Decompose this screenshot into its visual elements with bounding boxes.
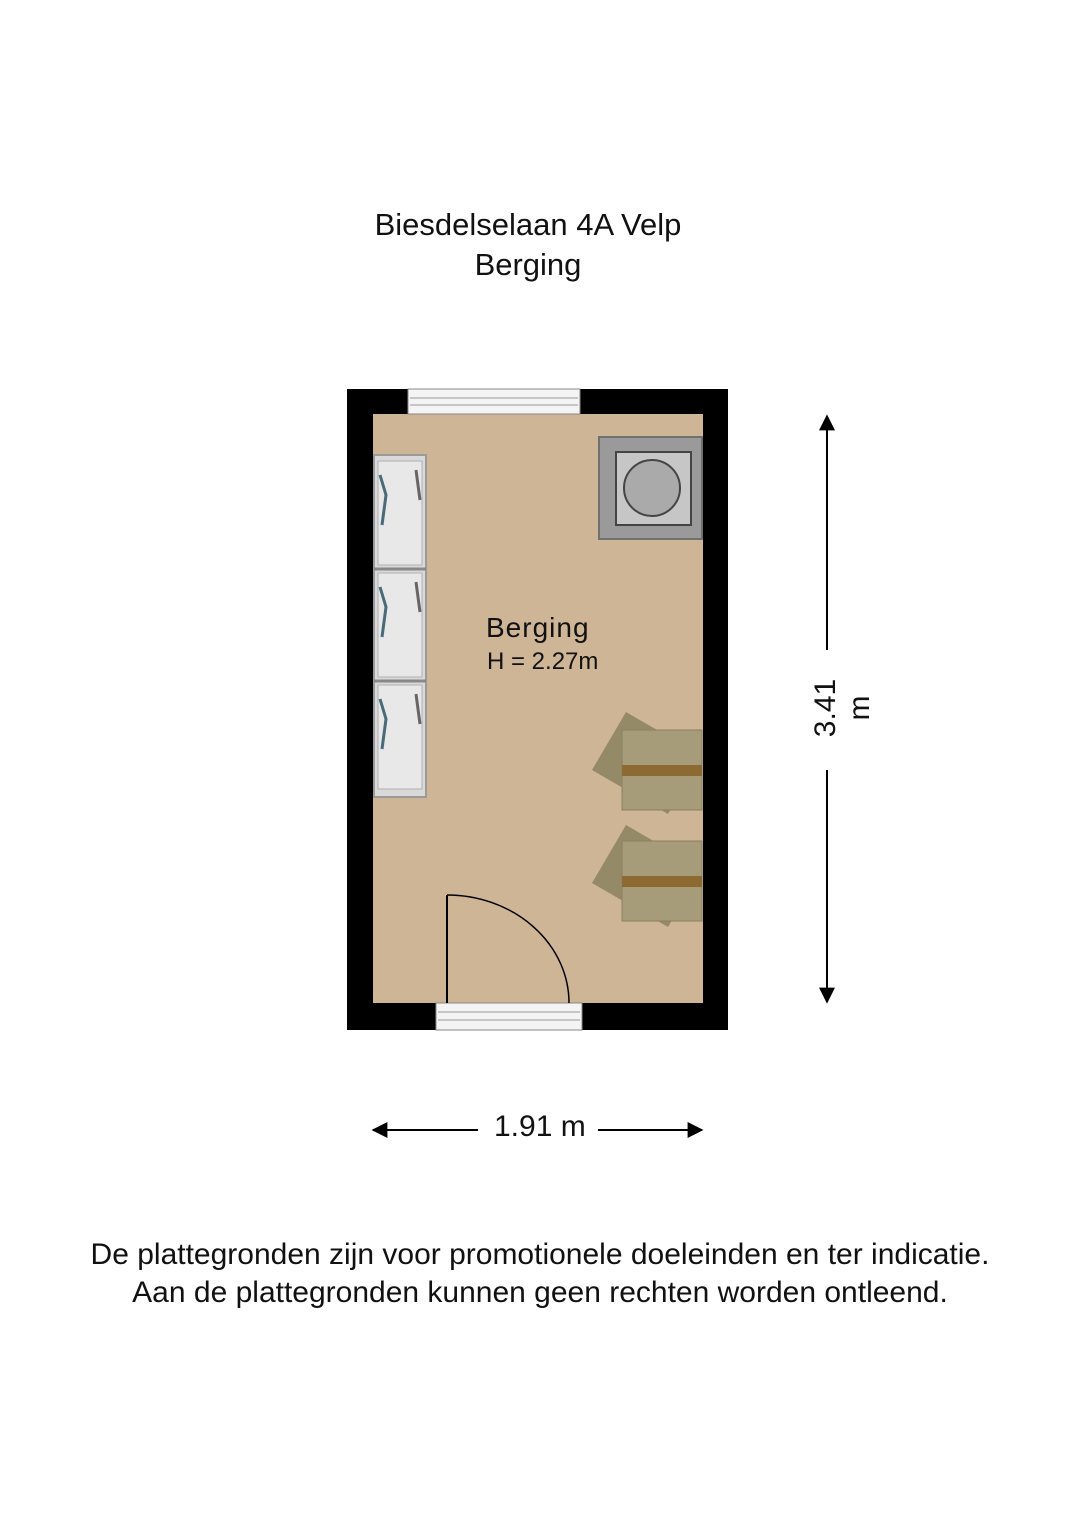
disclaimer-line-1: De plattegronden zijn voor promotionele doeleinden en ter indicatie. [90, 1238, 990, 1271]
door-threshold [436, 1003, 582, 1030]
plan-floor-name: Berging [474, 247, 582, 282]
length-dimension-label: 3.41 m [809, 678, 876, 738]
plan-address: Biesdelselaan 4A Velp [374, 207, 682, 242]
disclaimer-line-2: Aan de plattegronden kunnen geen rechten worden ontleend. [132, 1276, 948, 1309]
width-dimension-label: 1.91 m [486, 1110, 594, 1144]
room-name: Berging [486, 612, 590, 643]
appliance [599, 437, 702, 539]
room-height: H = 2.27m [487, 648, 599, 675]
shelving-unit [374, 455, 426, 797]
window-top [408, 389, 580, 414]
